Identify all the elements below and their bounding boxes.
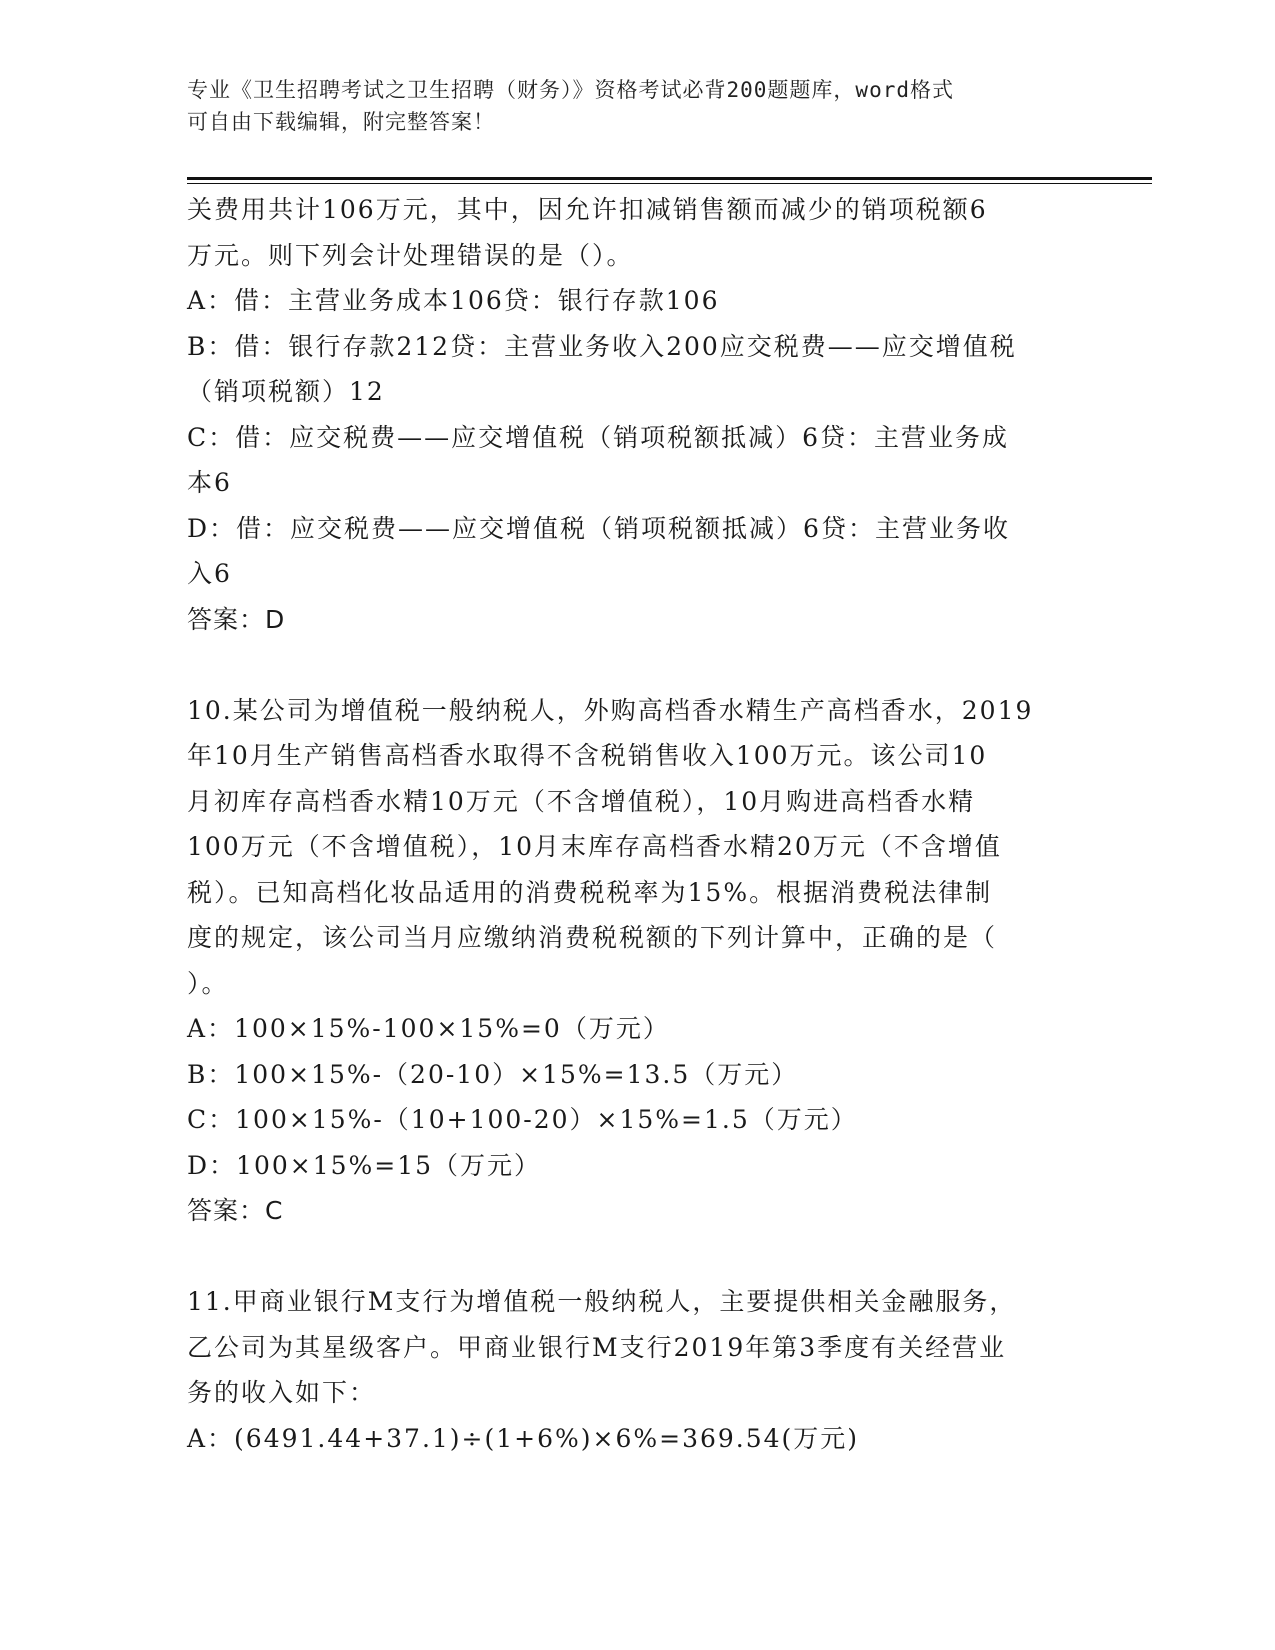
question-text-line: 10.某公司为增值税一般纳税人，外购高档香水精生产高档香水，2019	[187, 695, 1034, 725]
option-c: C：借：应交税费——应交增值税（销项税额抵减）6贷：主营业务成	[187, 422, 1010, 452]
question-text-line: 11.甲商业银行M支行为增值税一般纳税人，主要提供相关金融服务，	[187, 1287, 1017, 1316]
header-title-line-2: 可自由下载编辑，附完整答案！	[187, 110, 495, 134]
question-text-line: 万元。则下列会计处理错误的是（）。	[187, 240, 634, 270]
question-text-line: 乙公司为其星级客户。甲商业银行M支行2019年第3季度有关经营业	[187, 1332, 1007, 1362]
question-text-line: 100万元（不含增值税），10月末库存高档香水精20万元（不含增值	[187, 832, 1002, 861]
option-a: A：(6491.44+37.1)÷(1+6%)×6%=369.54(万元)	[187, 1423, 860, 1453]
option-d: D：借：应交税费——应交增值税（销项税额抵减）6贷：主营业务收	[187, 513, 1010, 543]
spacer	[187, 642, 1087, 688]
page-header	[187, 74, 1067, 138]
option-c: C：100×15%-（10+100-20）×15%=1.5（万元）	[187, 1105, 858, 1134]
question-text-line: 度的规定，该公司当月应缴纳消费税税额的下列计算中，正确的是（	[187, 923, 998, 952]
question-11	[187, 1279, 1087, 1461]
question-text-line: 务的收入如下：	[187, 1378, 377, 1407]
option-b-continued: （销项税额）12	[187, 377, 385, 406]
question-9	[187, 187, 1087, 642]
option-b: B：100×15%-（20-10）×15%=13.5（万元）	[187, 1059, 799, 1089]
option-c-continued: 本6	[187, 468, 232, 497]
page-content	[187, 187, 1087, 1461]
option-a: A：100×15%-100×15%=0（万元）	[187, 1014, 670, 1043]
option-d: D：100×15%=15（万元）	[187, 1150, 542, 1180]
spacer	[187, 1234, 1087, 1280]
answer-label: 答案：C	[187, 1196, 284, 1225]
header-title-line-1: 专业《卫生招聘考试之卫生招聘（财务）》资格考试必背200题题库，word格式	[187, 78, 954, 102]
answer-label: 答案：D	[187, 604, 286, 634]
option-d-continued: 入6	[187, 559, 232, 588]
question-text-line: 关费用共计106万元，其中，因允许扣减销售额而减少的销项税额6	[187, 195, 988, 224]
header-divider-thin	[187, 183, 1152, 184]
question-text-line: 税）。已知高档化妆品适用的消费税税率为15%。根据消费税法律制	[187, 877, 993, 907]
option-b: B：借：银行存款212贷：主营业务收入200应交税费——应交增值税	[187, 331, 1017, 361]
question-text-line: 年10月生产销售高档香水取得不含税销售收入100万元。该公司10	[187, 741, 988, 770]
option-a: A：借：主营业务成本106贷：银行存款106	[187, 286, 720, 315]
question-text-line: 月初库存高档香水精10万元（不含增值税），10月购进高档香水精	[187, 786, 976, 816]
question-text-line: ）。	[187, 968, 229, 998]
question-10	[187, 688, 1087, 1234]
header-divider-thick	[187, 177, 1152, 180]
